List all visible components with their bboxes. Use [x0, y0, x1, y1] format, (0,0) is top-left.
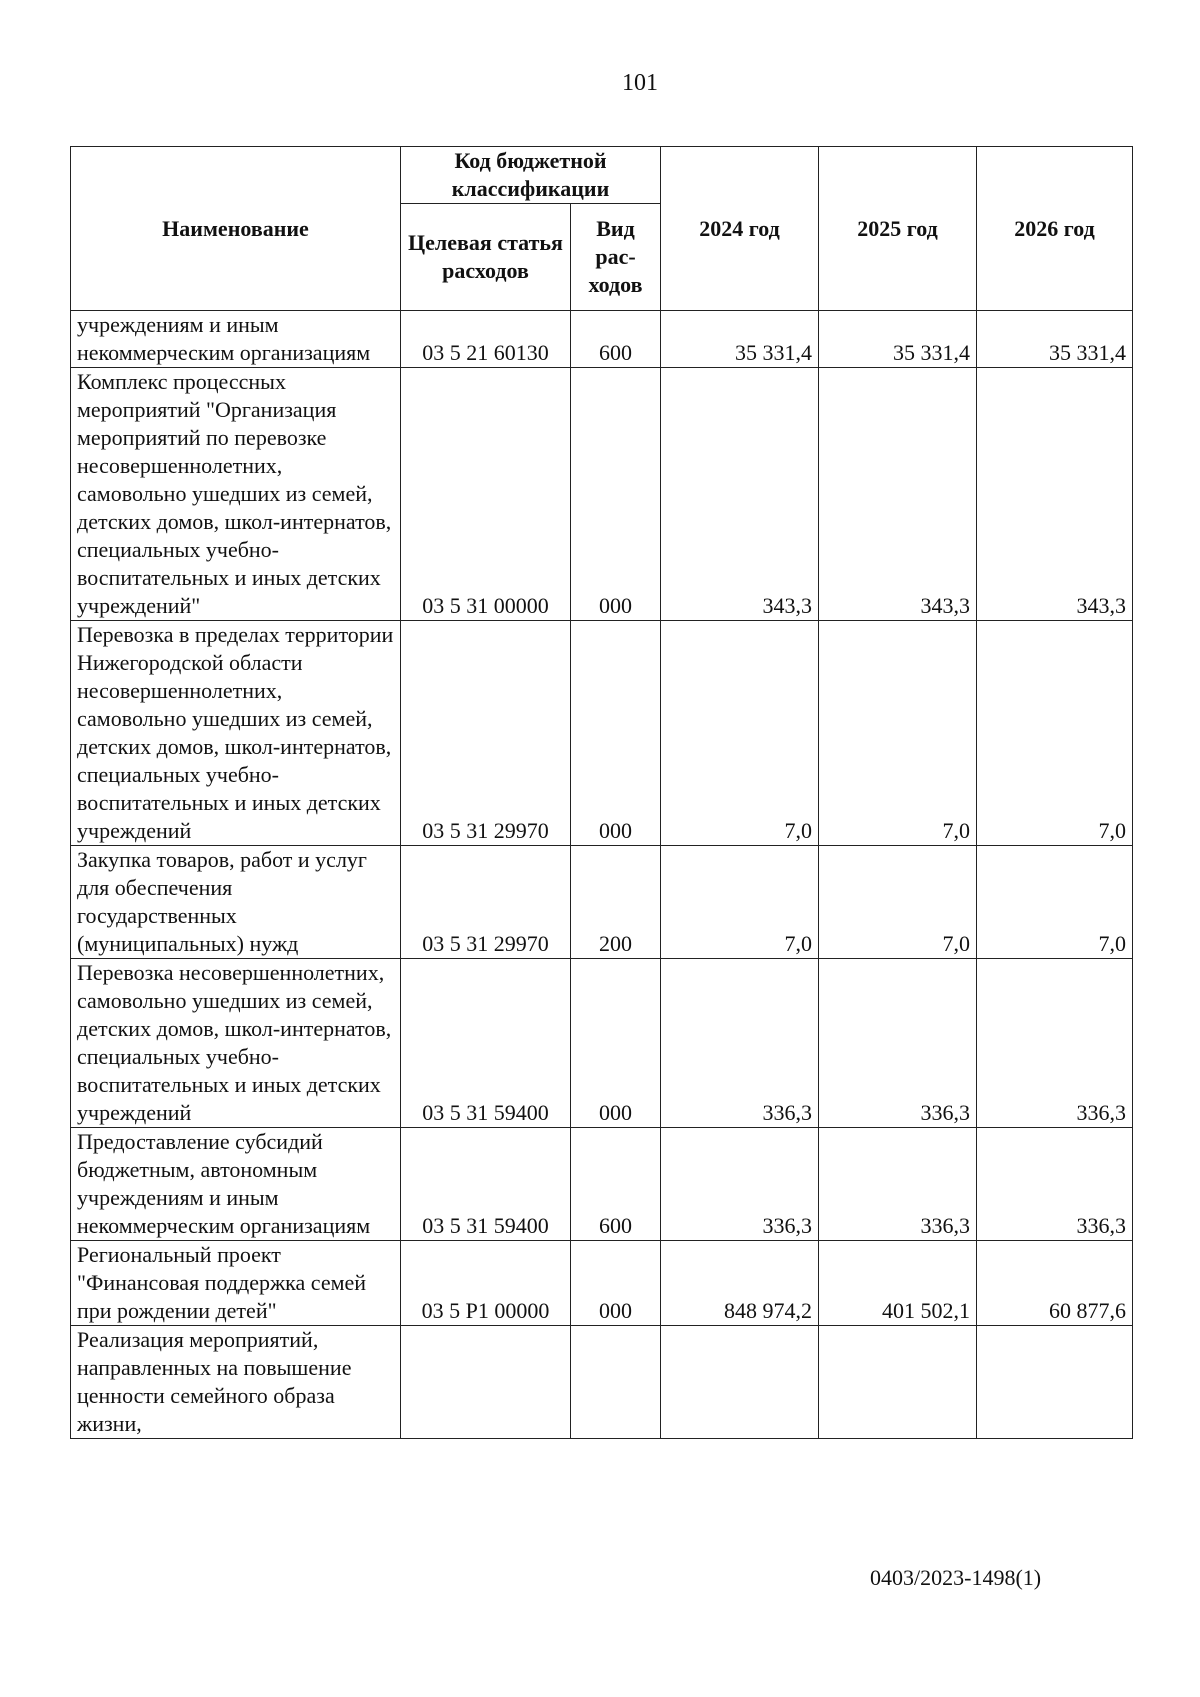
page-number: 101: [622, 70, 658, 96]
row-2026: [977, 1326, 1133, 1439]
row-expense-type: 600: [571, 1128, 661, 1241]
row-code: 03 5 31 29970: [401, 846, 571, 959]
header-expense-type: Вид рас-ходов: [571, 204, 661, 311]
row-code: 03 5 Р1 00000: [401, 1241, 571, 1326]
row-expense-type: 000: [571, 1241, 661, 1326]
row-2026: 343,3: [977, 368, 1133, 621]
row-2025: 401 502,1: [819, 1241, 977, 1326]
row-2026: 336,3: [977, 1128, 1133, 1241]
row-2024: 343,3: [661, 368, 819, 621]
row-2025: [819, 1326, 977, 1439]
row-expense-type: 000: [571, 621, 661, 846]
table-row: [71, 1128, 1133, 1241]
row-2025: 336,3: [819, 959, 977, 1128]
row-2026: 35 331,4: [977, 311, 1133, 368]
row-code: [401, 1326, 571, 1439]
row-2024: 7,0: [661, 846, 819, 959]
table-row: [71, 1241, 1133, 1326]
row-code: 03 5 31 59400: [401, 959, 571, 1128]
row-expense-type: 000: [571, 368, 661, 621]
row-2024: 35 331,4: [661, 311, 819, 368]
table-row: [71, 368, 1133, 621]
row-name: Перевозка несовершеннолетних, самовольно ушедших из семей, детских домов, школ-интернатов, специальных учебно-воспитательных и иных детских учреждений: [71, 959, 401, 1128]
row-2026: 7,0: [977, 621, 1133, 846]
table-row: [71, 846, 1133, 959]
table-header: [71, 147, 1133, 311]
row-expense-type: 000: [571, 959, 661, 1128]
header-budget-classification: Код бюджетной классификации: [401, 147, 661, 204]
row-name: Реализация мероприятий, направленных на повышение ценности семейного образа жизни,: [71, 1326, 401, 1439]
row-2024: 848 974,2: [661, 1241, 819, 1326]
row-2025: 336,3: [819, 1128, 977, 1241]
row-2026: 60 877,6: [977, 1241, 1133, 1326]
table-row: [71, 311, 1133, 368]
row-2026: 7,0: [977, 846, 1133, 959]
row-2025: 7,0: [819, 846, 977, 959]
row-expense-type: 600: [571, 311, 661, 368]
row-2024: [661, 1326, 819, 1439]
header-target-article: Целевая статья расходов: [401, 204, 571, 311]
row-code: 03 5 31 00000: [401, 368, 571, 621]
header-2026: 2026 год: [977, 147, 1133, 311]
table-row: [71, 621, 1133, 846]
document-registration-code: 0403/2023-1498(1): [870, 1565, 1042, 1590]
row-code: 03 5 31 59400: [401, 1128, 571, 1241]
row-2024: 7,0: [661, 621, 819, 846]
row-name: Региональный проект "Финансовая поддержка семей при рождении детей": [71, 1241, 401, 1326]
header-2025: 2025 год: [819, 147, 977, 311]
row-2025: 7,0: [819, 621, 977, 846]
table-row: [71, 959, 1133, 1128]
row-name: Предоставление субсидий бюджетным, автономным учреждениям и иным некоммерческим организациям: [71, 1128, 401, 1241]
row-code: 03 5 31 29970: [401, 621, 571, 846]
table-body: [71, 311, 1133, 1439]
row-2025: 343,3: [819, 368, 977, 621]
row-expense-type: 200: [571, 846, 661, 959]
row-2024: 336,3: [661, 959, 819, 1128]
table-row: [71, 1326, 1133, 1439]
row-name: Закупка товаров, работ и услуг для обеспечения государственных (муниципальных) нужд: [71, 846, 401, 959]
row-expense-type: [571, 1326, 661, 1439]
header-2024: 2024 год: [661, 147, 819, 311]
row-code: 03 5 21 60130: [401, 311, 571, 368]
budget-table: [70, 146, 1133, 1439]
row-name: учреждениям и иным некоммерческим организациям: [71, 311, 401, 368]
row-2026: 336,3: [977, 959, 1133, 1128]
row-name: Перевозка в пределах территории Нижегородской области несовершеннолетних, самовольно ушедших из семей, детских домов, школ-интернатов, специальных учебно-воспитательных и иных детских учреждений: [71, 621, 401, 846]
row-name: Комплекс процессных мероприятий "Организация мероприятий по перевозке несовершеннолетних, самовольно ушедших из семей, детских домов, школ-интернатов, специальных учебно-воспитательных и иных детских учреждений": [71, 368, 401, 621]
row-2024: 336,3: [661, 1128, 819, 1241]
header-name: Наименование: [71, 147, 401, 311]
row-2025: 35 331,4: [819, 311, 977, 368]
